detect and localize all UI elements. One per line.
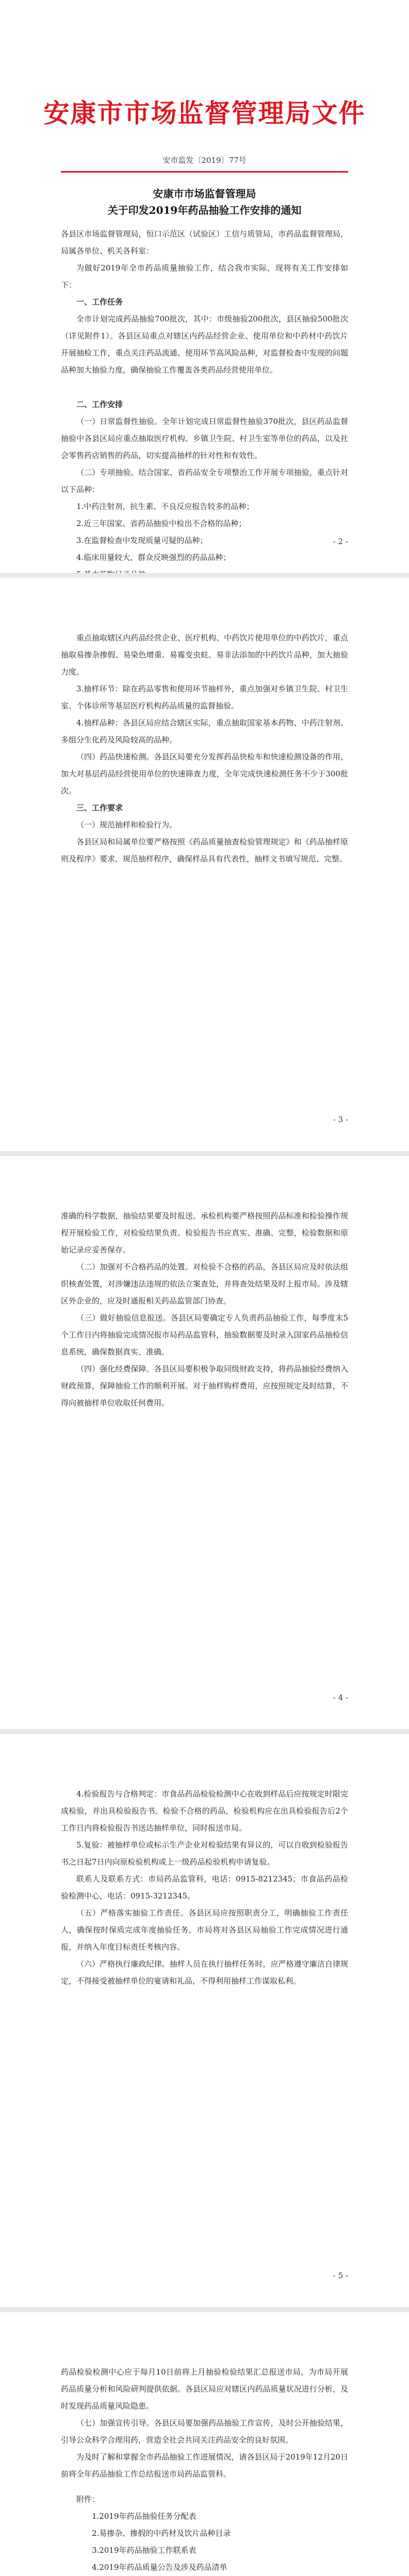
item-2-sub-3: 3.在监督检查中发现质量可疑的品种； — [76, 536, 208, 545]
task-paragraph: 全市计划完成药品抽验700批次，其中：市级抽验200批次，县区抽验500批次（详见附件1）。各县区局重点对辖区内药品经营企业、使用单位和中药材中药饮片开展抽检工作，重点关注药品流通、使用环节高风险品种，对监督检查中发现的问题品种加大抽验力度，确保抽验工作覆盖各类药品经营使用单位。 — [61, 314, 348, 375]
paragraph: （六）严格执行廉政纪律。抽样人员在执行抽样任务时，应严格遵守廉洁自律规定，不得接受被抽样单位的宴请和礼品，不得利用抽样工作谋取私利。 — [61, 1959, 348, 1986]
red-divider-line — [61, 171, 348, 173]
section-heading-1: 一、工作任务 — [76, 297, 123, 307]
attachment-item: 4.2019年药品质量公告及涉及药品清单 — [92, 2563, 227, 2572]
attachment-item: 3.2019年药品抽验工作联系表 — [92, 2546, 197, 2555]
page-3-content — [61, 1208, 348, 1412]
paragraph: 药品检验检测中心应于每月10日前将上月抽验检验结果汇总报送市局，为市局开展药品质量分析和风险研判提供依据。各县区局应对辖区内药品质量状况进行分析，及时发现药品质量风险隐患。 — [61, 2367, 348, 2411]
page-1-content — [61, 185, 348, 617]
page-5-content — [61, 2364, 348, 2576]
item-2-sub-4: 4.临床用量较大、群众反映强烈的药品品种； — [76, 553, 231, 562]
document-title-line2: 关于印发2019年药品抽验工作安排的通知 — [107, 204, 302, 216]
requirement-1-heading: （一）规范抽样和检验行为。 — [76, 820, 177, 829]
red-header-title: 安康市市场监督管理局文件 — [43, 98, 366, 128]
page-2 — [0, 578, 409, 1151]
section-heading-3: 三、工作要求 — [76, 803, 123, 812]
paragraph: 为及时了解和掌握全市药品抽验工作进展情况，请各县区局于2019年12月20日前将全年药品抽验工作总结报送市局药品监管科。 — [61, 2452, 348, 2479]
page-number: - 5 - — [333, 2271, 348, 2280]
paragraph: 5.复验：被抽样单位或标示生产企业对检验结果有异议的，可以自收到检验报告书之日起7日内向原检验机构或上一级药品检验机构申请复验。 — [61, 1840, 348, 1867]
paragraph: （三）做好抽验信息报送。各县区局要确定专人负责药品抽验工作，每季度末5个工作日内将抽验完成情况报市局药品监管科，抽验数据要及时录入国家药品抽检信息系统，确保数据真实、准确。 — [61, 1313, 348, 1357]
page-separator — [0, 1151, 409, 1156]
page-number: - 3 - — [333, 1115, 348, 1124]
paragraph: （四）药品快速检测。各县区局要充分发挥药品快检车和快速检测设备的作用，加大对基层药品经营使用单位的快速筛查力度，全年完成快速检测任务不少于300批次。 — [61, 752, 348, 795]
paragraph: （五）严格落实抽验工作责任。各县区局应按照职责分工，明确抽验工作责任人，确保按时保质完成年度抽验任务。市局将对各县区局抽验工作完成情况进行通报，并纳入年度目标责任考核内容。 — [61, 1908, 348, 1952]
page-number: - 4 - — [333, 1693, 348, 1702]
paragraph: 各县区局和局属单位要严格按照《药品质量抽查检验管理规定》和《药品抽样原则及程序》要求，规范抽样程序，确保样品具有代表性，抽样文书填写规范、完整。 — [61, 837, 348, 863]
page-2-content — [61, 630, 348, 868]
paragraph: （四）强化经费保障。各县区局要积极争取同级财政支持，将药品抽验经费纳入财政预算，保障抽验工作的顺利开展。对于抽样购样费用，应按照规定及时结算，不得向被抽样单位收取任何费用。 — [61, 1364, 348, 1408]
paragraph: 3.抽样环节：除在药品零售和使用环节抽样外，重点加强对乡镇卫生院、村卫生室、个体诊所等基层医疗机构药品质量的监督抽验。 — [61, 684, 348, 710]
document-number: 安市监发〔2019〕77号 — [162, 156, 247, 165]
paragraph: （七）加强宣传引导。各县区局要加强药品抽验工作宣传，及时公开抽验结果，引导公众科学合理用药，营造全社会共同关注药品安全的良好氛围。 — [61, 2418, 348, 2445]
paragraph: 联系人及联系方式：市局药品监管科，电话：0915-8212345；市食品药品检验检测中心，电话：0915-3212345。 — [61, 1874, 348, 1901]
page-separator — [0, 1729, 409, 1734]
paragraph: 4.抽样品种：各县区局应结合辖区实际，重点抽取国家基本药物、中药注射剂、多组分生化药及风险较高的品种。 — [61, 718, 348, 744]
attachments-label: 附件： — [76, 2495, 100, 2504]
page-3 — [0, 1156, 409, 1729]
item-2: （二）专项抽验。结合国家、省药品安全专项整治工作开展专项抽验，重点针对以下品种： — [61, 468, 348, 494]
attachment-item: 2.易掺杂、掺假的中药材及饮片品种目录 — [92, 2529, 231, 2538]
document-title-line1: 安康市市场监督管理局 — [153, 188, 256, 200]
page-separator — [0, 2307, 409, 2312]
intro-paragraph: 为做好2019年全市药品质量抽验工作，结合我市实际，现将有关工作安排如下： — [61, 263, 348, 290]
page-number: - 2 - — [333, 537, 348, 546]
attachment-item: 1.2019年药品抽验任务分配表 — [92, 2512, 197, 2521]
item-1: （一）日常监督性抽验。全年计划完成日常监督性抽验370批次，县区药品监督抽验中各县区局应重点抽取医疗机构、乡镇卫生院、村卫生室等单位的药品，以及社会零售药店销售的药品，切实提高抽样的针对性和有效性。 — [61, 417, 348, 460]
page-separator — [0, 573, 409, 578]
recipients: 各县区市场监督管理局，恒口示范区（试验区）工信与质管局，市药品监督管理局，局属各单位、机关各科室： — [61, 229, 348, 256]
item-2-sub-1: 1.中药注射剂、抗生素、不良反应报告较多的品种； — [76, 502, 254, 511]
page-5 — [0, 2312, 409, 2576]
page-4-content — [61, 1786, 348, 1990]
paragraph: 准确的科学数据，抽验结果要及时报送。承检机构要严格按照药品标准和检验操作规程开展检验工作，对检验结果负责。检验报告书应真实、准确、完整，检验数据和原始记录应妥善保存。 — [61, 1211, 348, 1255]
paragraph: （二）加强对不合格药品的处置。对检验不合格的药品，各县区局应及时依法组织核查处置，对涉嫌违法违规的依法立案查处，并将查处结果及时上报市局。涉及辖区外企业的，应及时通报相关药品监管部门协查。 — [61, 1262, 348, 1306]
paragraph: 重点抽取辖区内药品经营企业、医疗机构、中药饮片使用单位的中药饮片，重点抽取易掺杂掺假、易染色增重、易霉变虫蛀、易非法添加的中药饮片品种，加大抽验力度。 — [61, 633, 348, 676]
page-1 — [0, 0, 409, 573]
paragraph: 4.检验报告与合格判定：市食品药品检验检测中心在收到样品后应按规定时限完成检验，并出具检验报告书。检验不合格的药品，检验机构应在出具检验报告后2个工作日内将检验报告书送达抽样单位，同时报送市局。 — [61, 1789, 348, 1833]
item-2-sub-2: 2.近三年国家、省药品抽验中检出不合格的品种； — [76, 519, 247, 528]
page-4 — [0, 1734, 409, 2307]
section-heading-2: 二、工作安排 — [76, 400, 123, 409]
